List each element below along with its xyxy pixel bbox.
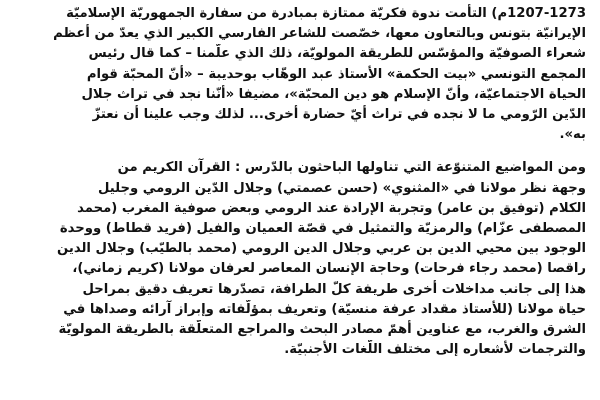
text-line: ومن المواضيع المتنوّعة التي تناولها الباحثون بالدّرس : القرآن الكريم من [117, 160, 586, 176]
paragraph-2 [10, 158, 586, 360]
text-line: المجمع التونسي «بيت الحكمة» الأستاذ عبد الوهّاب بوحديبة – «أنّ المحبّة قوام [86, 66, 586, 82]
text-line: الحياة الاجتماعيّة، وأنّ الإسلام هو دين المحبّة»، مضيفا «أنّنا نجد في تراث جلال [81, 86, 586, 102]
text-line: الدّين الرّومي ما لا نجده في تراث أيّ حضارة أخرى... لذلك وجب علينا أن نعتزّ [92, 107, 586, 123]
text-line: به». [559, 127, 586, 143]
paragraph-1 [10, 4, 586, 145]
text-line: حياة مولانا (للأستاذ مقداد عرفة منسيّة) وتعريف بمؤلّفاته وإبراز آرائه وصداها في [63, 301, 586, 317]
text-line: شعراء الصوفيّة والمؤسّس للطريقة المولويّة، ذلك الذي علّمنا – كما قال رئيس [88, 46, 586, 62]
text-line: هذا إلى جانب مداخلات أخرى طريفة كلّ الطرافة، تصدّرها تعريف دقيق بمراحل [82, 281, 586, 297]
text-line: الوجود بين محيي الدين بن عربي وجلال الدين الرومي (محمد بالطيّب) وجلال الدين [57, 241, 586, 257]
text-line: الإيرانيّة بتونس وبالتعاون معها، خصّصت للشاعر الفارسي الكبير الذي يعدّ من أعظم [53, 26, 586, 42]
text-line: الكلام (توفيق بن عامر) وتجربة الإرادة عند الرومي وبعض صوفية المغرب (محمد [77, 200, 586, 216]
text-line: الشرق والغرب، مع عناوين أهمّ مصادر البحث والمراجع المتعلّقة بالطريقة المولويّة [58, 322, 586, 338]
text-line: 1207-1273م) التأمت ندوة فكريّة ممتازة بمبادرة من سفارة الجمهوريّة الإسلاميّة [66, 6, 586, 21]
text-line: والترجمات لأشعاره إلى مختلف اللّغات الأجنبيّة. [284, 342, 586, 358]
text-line: وجهة نظر مولانا في «المثنوي» (حسن عصمتي) وجلال الدّين الرومي وجليل [97, 180, 586, 196]
text-line: راقصا (محمد رجاء فرحات) وحاجة الإنسان المعاصر لعرفان مولانا (كريم زماني)، [72, 261, 586, 277]
text-line: المصطفى عزّام) والرمزيّة والتمثيل في قصّة العميان والفيل (فريد قطاط) ووحدة [59, 221, 586, 237]
